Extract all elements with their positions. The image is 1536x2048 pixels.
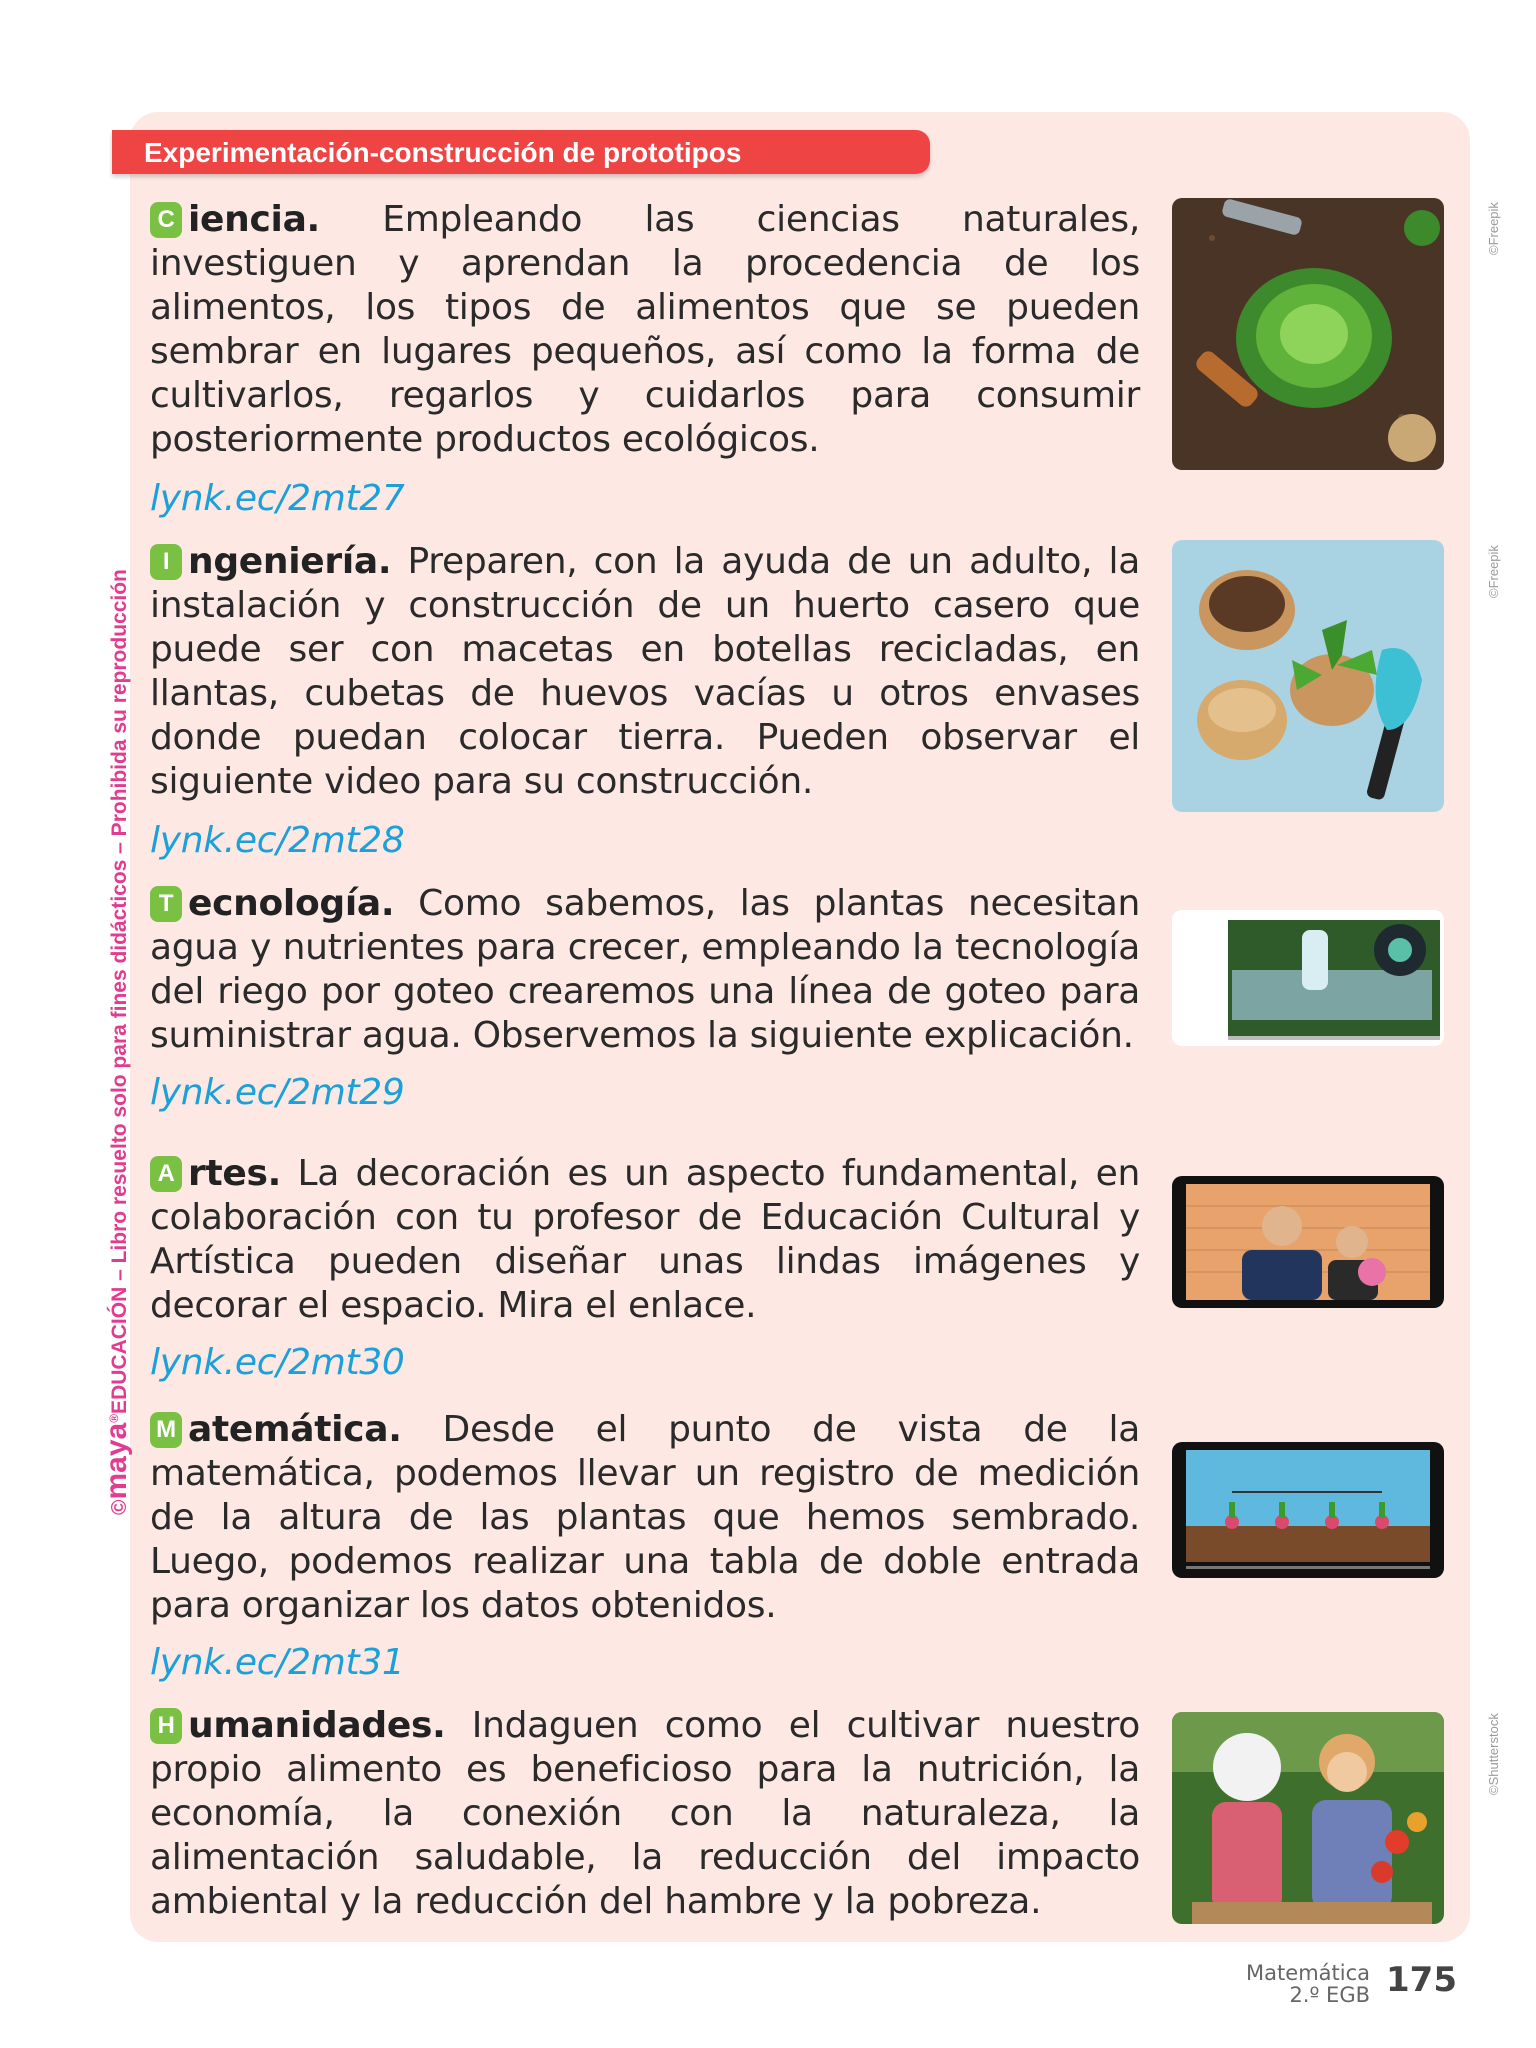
math-plant-measure-video-thumbnail[interactable] bbox=[1172, 1442, 1444, 1578]
letter-badge: H bbox=[150, 1708, 182, 1744]
grade-label: 2.º EGB bbox=[1289, 1983, 1370, 2007]
letter-badge: A bbox=[150, 1156, 182, 1192]
section-body: La decoración es un aspecto fundamental, en colaboración con tu profesor de Educación Cultural y Artística pueden diseñar unas lindas imágenes y decorar el espacio. Mira el enlace. bbox=[150, 1153, 1140, 1326]
section-heading: atemática. bbox=[188, 1409, 402, 1450]
section-heading: rtes. bbox=[188, 1153, 281, 1194]
section-text bbox=[150, 882, 1140, 1058]
registered-symbol: ® bbox=[107, 1413, 121, 1423]
section-matematica bbox=[150, 1408, 1140, 1628]
footer-subject bbox=[1246, 1962, 1370, 2006]
art-decoration-video-thumbnail[interactable] bbox=[1172, 1176, 1444, 1308]
section-body: Empleando las ciencias naturales, investiguen y aprendan la procedencia de los alimentos, los tipos de alimentos que se pueden sembrar en lugares pequeños, así como la forma de cultivarlos, regarlos y cuidarlos para consumir posteriormente productos ecológicos. bbox=[150, 199, 1140, 460]
section-heading: ngeniería. bbox=[188, 541, 392, 582]
image-credit: ©Freepik bbox=[1486, 202, 1501, 255]
brand-logo: maya bbox=[100, 1422, 133, 1500]
section-text bbox=[150, 1152, 1140, 1328]
lettuce-garden-image bbox=[1172, 198, 1444, 470]
section-text bbox=[150, 1704, 1140, 1924]
section-heading: iencia. bbox=[188, 199, 320, 240]
section-text bbox=[150, 198, 1140, 462]
link-tecnologia[interactable]: lynk.ec/2mt29 bbox=[150, 1072, 405, 1113]
page-number: 175 bbox=[1386, 1960, 1457, 2000]
image-credit: ©Shutterstock bbox=[1486, 1713, 1501, 1795]
section-body: Preparen, con la ayuda de un adulto, la instalación y construcción de un huerto casero que puede ser con macetas en botellas recicladas, en llantas, cubetas de huevos vacías u otros envases donde puedan colocar tierra. Pueden observar el siguiente video para su construcción. bbox=[150, 541, 1140, 802]
section-body: Indaguen como el cultivar nuestro propio alimento es beneficioso para la nutrición, la economía, la conexión con la naturaleza, la alimentación saludable, la reducción del impacto ambiental y la reducción del hambre y la pobreza. bbox=[150, 1705, 1140, 1922]
subject-label: Matemática bbox=[1246, 1961, 1370, 1985]
letter-badge: C bbox=[150, 202, 182, 238]
mother-daughter-gardening-image bbox=[1172, 1712, 1444, 1924]
section-ciencia bbox=[150, 198, 1140, 462]
link-ingenieria[interactable]: lynk.ec/2mt28 bbox=[150, 820, 405, 861]
link-ciencia[interactable]: lynk.ec/2mt27 bbox=[150, 478, 405, 519]
seedlings-image bbox=[1172, 540, 1444, 812]
link-artes[interactable]: lynk.ec/2mt30 bbox=[150, 1342, 405, 1383]
drip-irrigation-video-thumbnail[interactable] bbox=[1172, 910, 1444, 1046]
link-matematica[interactable]: lynk.ec/2mt31 bbox=[150, 1642, 405, 1683]
section-body: Desde el punto de vista de la matemática, podemos llevar un registro de medición de la altura de las plantas que hemos sembrado. Luego, podemos realizar una tabla de doble entrada para organizar los datos obtenidos. bbox=[150, 1409, 1140, 1626]
section-humanidades bbox=[150, 1704, 1140, 1924]
section-ingenieria bbox=[150, 540, 1140, 804]
section-artes bbox=[150, 1152, 1140, 1328]
section-heading: ecnología. bbox=[188, 883, 395, 924]
side-credit bbox=[100, 569, 134, 1515]
section-text bbox=[150, 540, 1140, 804]
copyright-symbol: © bbox=[108, 1499, 131, 1515]
image-credit: ©Freepik bbox=[1486, 545, 1501, 598]
side-credit-text: EDUCACIÓN – Libro resuelto solo para fines didácticos – Prohibida su reproducción bbox=[108, 569, 131, 1414]
section-tecnologia bbox=[150, 882, 1140, 1058]
letter-badge: T bbox=[150, 886, 182, 922]
letter-badge: M bbox=[150, 1412, 182, 1448]
section-body: Como sabemos, las plantas necesitan agua y nutrientes para crecer, empleando la tecnología del riego por goteo crearemos una línea de goteo para suministrar agua. Observemos la siguiente explicación. bbox=[150, 883, 1140, 1056]
section-header-title: Experimentación-construcción de prototipos bbox=[144, 137, 742, 168]
letter-badge: I bbox=[150, 544, 182, 580]
section-heading: umanidades. bbox=[188, 1705, 446, 1746]
section-header bbox=[112, 130, 930, 174]
section-text bbox=[150, 1408, 1140, 1628]
